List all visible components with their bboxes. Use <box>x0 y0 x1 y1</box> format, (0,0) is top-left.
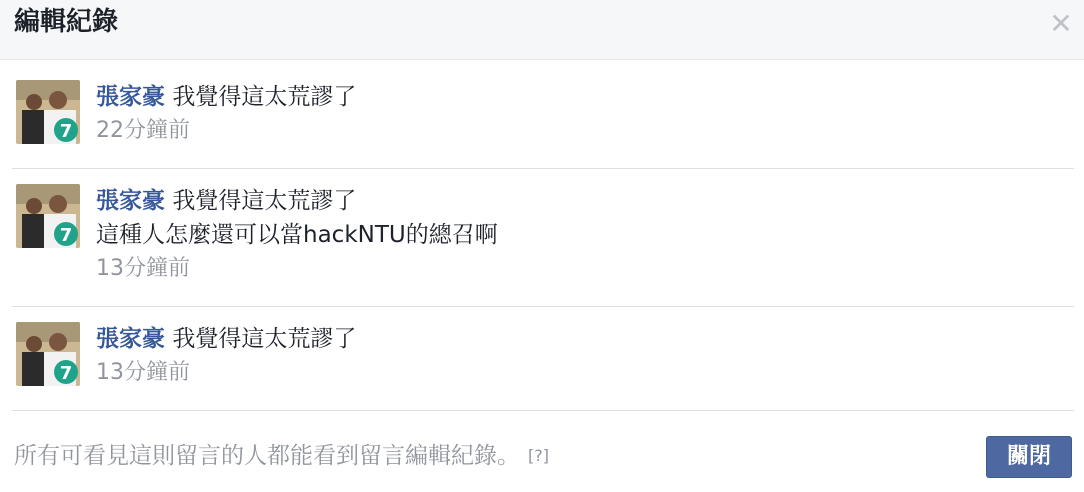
dialog-header <box>0 0 1084 60</box>
close-icon[interactable]: ✕ <box>1049 7 1073 40</box>
dialog-title: 編輯紀錄 <box>14 7 119 37</box>
history-entry <box>12 184 1074 284</box>
entry-message: 我覺得這太荒謬了 <box>172 326 357 352</box>
avatar <box>16 184 80 248</box>
visibility-note: 所有可看見這則留言的人都能看到留言編輯紀錄。 <box>14 443 520 469</box>
history-entry <box>12 80 1074 146</box>
author-link[interactable]: 張家豪 <box>96 84 165 110</box>
divider <box>12 168 1074 169</box>
close-button[interactable]: 關閉 <box>986 436 1072 478</box>
entry-timestamp[interactable]: 13分鐘前 <box>96 256 190 281</box>
avatar <box>16 80 80 144</box>
history-entry <box>12 322 1074 388</box>
entry-timestamp[interactable]: 13分鐘前 <box>96 360 190 385</box>
entry-message-line-2: 這種人怎麼還可以當hackNTU的總召啊 <box>96 222 498 248</box>
divider <box>12 306 1074 307</box>
avatar <box>16 322 80 386</box>
svg-text:7: 7 <box>59 363 73 384</box>
entry-text <box>96 184 1074 286</box>
help-link[interactable]: [?] <box>528 446 549 465</box>
entry-message: 我覺得這太荒謬了 <box>172 188 357 214</box>
divider <box>12 410 1074 411</box>
entry-text <box>96 80 1074 148</box>
entry-message: 我覺得這太荒謬了 <box>172 84 357 110</box>
entry-line <box>96 80 1074 114</box>
svg-text:7: 7 <box>59 225 73 246</box>
entry-line <box>96 322 1074 356</box>
entry-line <box>96 184 1074 218</box>
author-link[interactable]: 張家豪 <box>96 326 165 352</box>
svg-text:7: 7 <box>59 121 73 142</box>
entry-timestamp[interactable]: 22分鐘前 <box>96 118 190 143</box>
author-link[interactable]: 張家豪 <box>96 188 165 214</box>
footer-note <box>14 436 549 476</box>
entry-text <box>96 322 1074 390</box>
